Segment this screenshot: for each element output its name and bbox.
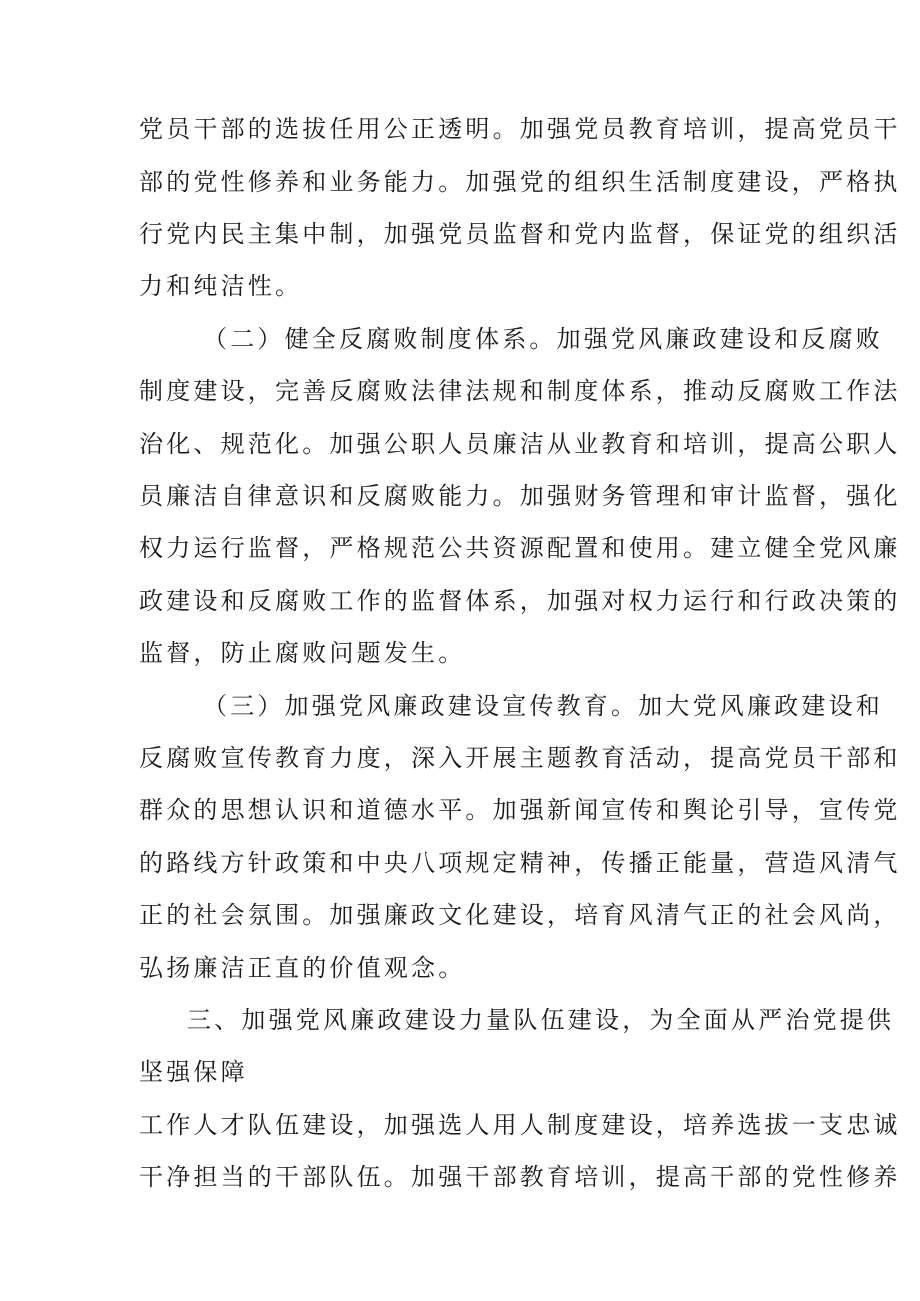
- body-text-line: 干净担当的干部队伍。加强干部教育培训，提高干部的党性修养: [139, 1163, 901, 1191]
- body-text-line: 群众的思想认识和道德水平。加强新闻宣传和舆论引导，宣传党: [139, 796, 901, 824]
- chapter-heading-3: 三、加强党风廉政建设力量队伍建设，为全面从严治党提供: [187, 1006, 895, 1034]
- body-text-line: 正的社会氛围。加强廉政文化建设，培育风清气正的社会风尚，: [139, 901, 901, 929]
- body-text-line: 监督，防止腐败问题发生。: [139, 639, 466, 667]
- body-text-line: 反腐败宣传教育力度，深入开展主题教育活动，提高党员干部和: [139, 744, 901, 772]
- body-text-line: 行党内民主集中制，加强党员监督和党内监督，保证党的组织活: [139, 220, 901, 248]
- body-text-line: 政建设和反腐败工作的监督体系，加强对权力运行和行政决策的: [139, 587, 901, 615]
- section-heading-2: （二）健全反腐败制度体系。加强党风廉政建设和反腐败: [203, 325, 883, 353]
- body-text-line: 工作人才队伍建设，加强选人用人制度建设，培养选拔一支忠诚: [139, 1111, 901, 1139]
- body-text-line: 权力运行监督，严格规范公共资源配置和使用。建立健全党风廉: [139, 534, 901, 562]
- body-text-line: 制度建设，完善反腐败法律法规和制度体系，推动反腐败工作法: [139, 377, 901, 405]
- body-text-line: 党员干部的选拔任用公正透明。加强党员教育培训，提高党员干: [139, 115, 901, 143]
- body-text-line: 治化、规范化。加强公职人员廉洁从业教育和培训，提高公职人: [139, 430, 901, 458]
- chapter-heading-continuation: 坚强保障: [139, 1058, 248, 1086]
- body-text-line: 部的党性修养和业务能力。加强党的组织生活制度建设，严格执: [139, 168, 901, 196]
- body-text-line: 员廉洁自律意识和反腐败能力。加强财务管理和审计监督，强化: [139, 482, 901, 510]
- body-text-line: 力和纯洁性。: [139, 272, 303, 300]
- section-heading-3: （三）加强党风廉政建设宣传教育。加大党风廉政建设和: [203, 692, 883, 720]
- body-text-line: 弘扬廉洁正直的价值观念。: [139, 954, 466, 982]
- body-text-line: 的路线方针政策和中央八项规定精神，传播正能量，营造风清气: [139, 849, 901, 877]
